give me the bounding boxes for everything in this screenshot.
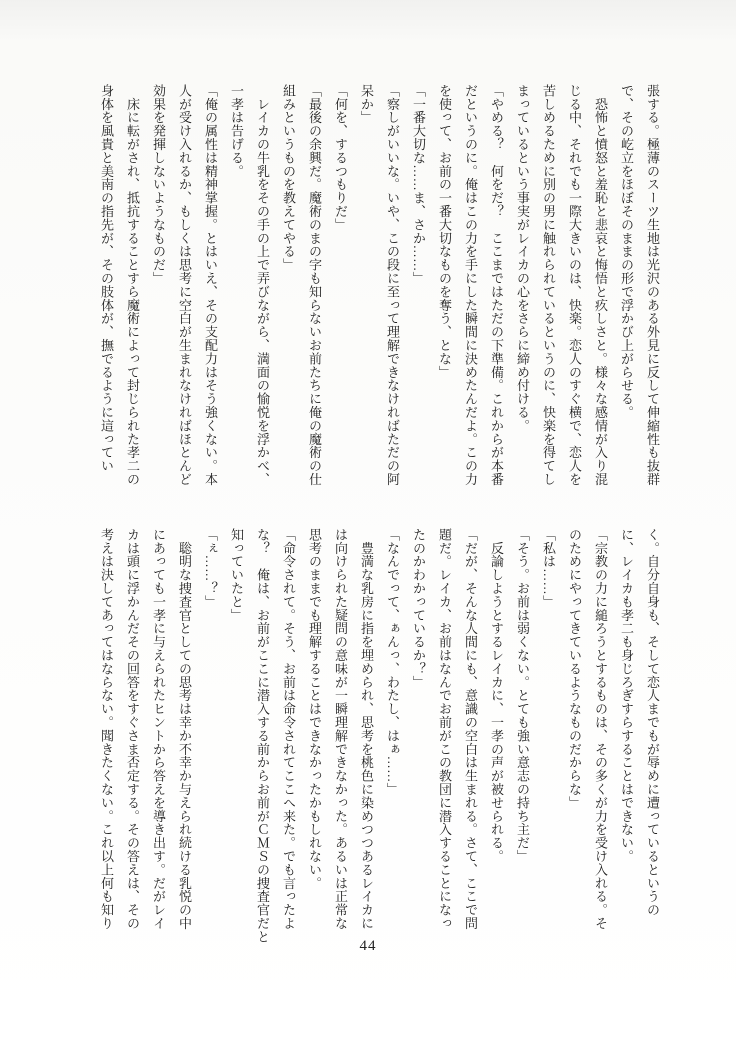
text-line: 題だ。レイカ、お前はなんでお前がこの教団に潜入することになっ	[437, 528, 452, 930]
text-line: 「私は……」	[541, 528, 556, 609]
text-line: に、レイカも孝二も身じろぎすらすることはできない。	[619, 528, 634, 863]
text-line: 床に転がされ、抵抗することすら魔術によって封じられた孝二の	[125, 84, 140, 486]
page-number: 44	[359, 938, 377, 954]
text-line: な？ 俺は、お前がここに潜入する前からお前がＣＭＳの捜査官だと	[255, 528, 270, 944]
text-line: だというのに。俺はこの力を手にした瞬間に決めたんだよ。この力	[463, 84, 478, 486]
text-line: 「なんでって、ぁんっ、わたし、はぁ……」	[385, 528, 400, 796]
text-line: 「俺の属性は精神掌握。とはいえ、その支配力はそう強くない。本	[203, 84, 218, 486]
text-line: 豊満な乳房に指を埋められ、思考を桃色に染めつつあるレイカに	[359, 528, 374, 930]
text-line: く。自分自身も、そして恋人までもが辱めに遭っているというの	[645, 528, 660, 917]
text-line: のためにやってきているようなものだからな」	[567, 528, 582, 810]
text-block-bottom	[93, 528, 665, 944]
text-line: じる中、それでも一際大きいのは、快楽。恋人のすぐ横で、恋人を	[567, 84, 582, 486]
text-line: 聡明な捜査官としての思考は幸か不幸か与えられ続ける乳悦の中	[177, 528, 192, 930]
text-line: 一孝は告げる。	[229, 84, 244, 178]
text-line: 「だが、そんな人間にも、意識の空白は生まれる。さて、ここで問	[463, 528, 478, 930]
text-line: で、その屹立をほぼそのままの形で浮かび上がらせる。	[619, 84, 634, 419]
text-line: 「やめる？ 何をだ？ ここまではただの下準備。これからが本番	[489, 84, 504, 486]
text-line: カは頭に浮かんだその回答をすぐさま否定する。その答えは、その	[125, 528, 140, 930]
text-line: 「何を、するつもりだ」	[333, 84, 348, 232]
text-line: 苦しめるために別の男に触れられているというのに、快楽を得てし	[541, 84, 556, 486]
text-line: 身体を風貴と美南の指先が、その肢体が、撫でるように這ってい	[99, 84, 114, 473]
text-line: レイカの牛乳をその手の上で弄びながら、満面の愉悦を浮かべ、	[255, 84, 270, 486]
text-line: 恐怖と憤怒と羞恥と悲哀と悔悟と疚しさと。様々な感情が入り混	[593, 84, 608, 486]
text-line: まっているという事実がレイカの心をさらに締め付ける。	[515, 84, 530, 433]
text-line: たのかわかっているか？」	[411, 528, 426, 689]
text-line: 効果を発揮しないようなものだ」	[151, 84, 166, 285]
text-line: にあっても一孝に与えられたヒントから答えを導き出す。だがレイ	[151, 528, 166, 930]
text-line: 思考のままでも理解することはできなかったかもしれない。	[307, 528, 322, 890]
text-line: 「宗教の力に縋ろうとするものは、その多くが力を受け入れる。そ	[593, 528, 608, 930]
text-line: 組みというものを教えてやる」	[281, 84, 296, 272]
text-line: 反論しようとするレイカに、一孝の声が被せられる。	[489, 528, 504, 863]
text-line: 知っていたと」	[229, 528, 244, 622]
text-line: 「最後の余興だ。魔術のまの字も知らないお前たちに俺の魔術の仕	[307, 84, 322, 486]
text-line: 「ぇ……？」	[203, 528, 218, 609]
text-line: は向けられた疑問の意味が一瞬理解できなかった。あるいは正常な	[333, 528, 348, 930]
text-line: を使って、お前の一番大切なものを奪う、とな」	[437, 84, 452, 379]
text-line: 考えは決してあってはならない。聞きたくない。これ以上何も知り	[99, 528, 114, 930]
text-line: 呆か」	[359, 84, 374, 125]
text-line: 「一番大切な……ま、さか……」	[411, 84, 426, 285]
text-line: 「察しがいいな。いや、この段に至って理解できなければただの阿	[385, 84, 400, 486]
text-line: 「そう。お前は弱くない。とても強い意志の持ち主だ」	[515, 528, 530, 863]
text-line: 「命令されて。そう、お前は命令されてここへ来た。でも言ったよ	[281, 528, 296, 930]
text-line: 張する。極薄のスーツ生地は光沢のある外見に反して伸縮性も抜群	[645, 84, 660, 486]
text-line: 人が受け入れるか、もしくは思考に空白が生まれなければほとんど	[177, 84, 192, 486]
text-block-top	[93, 84, 665, 496]
